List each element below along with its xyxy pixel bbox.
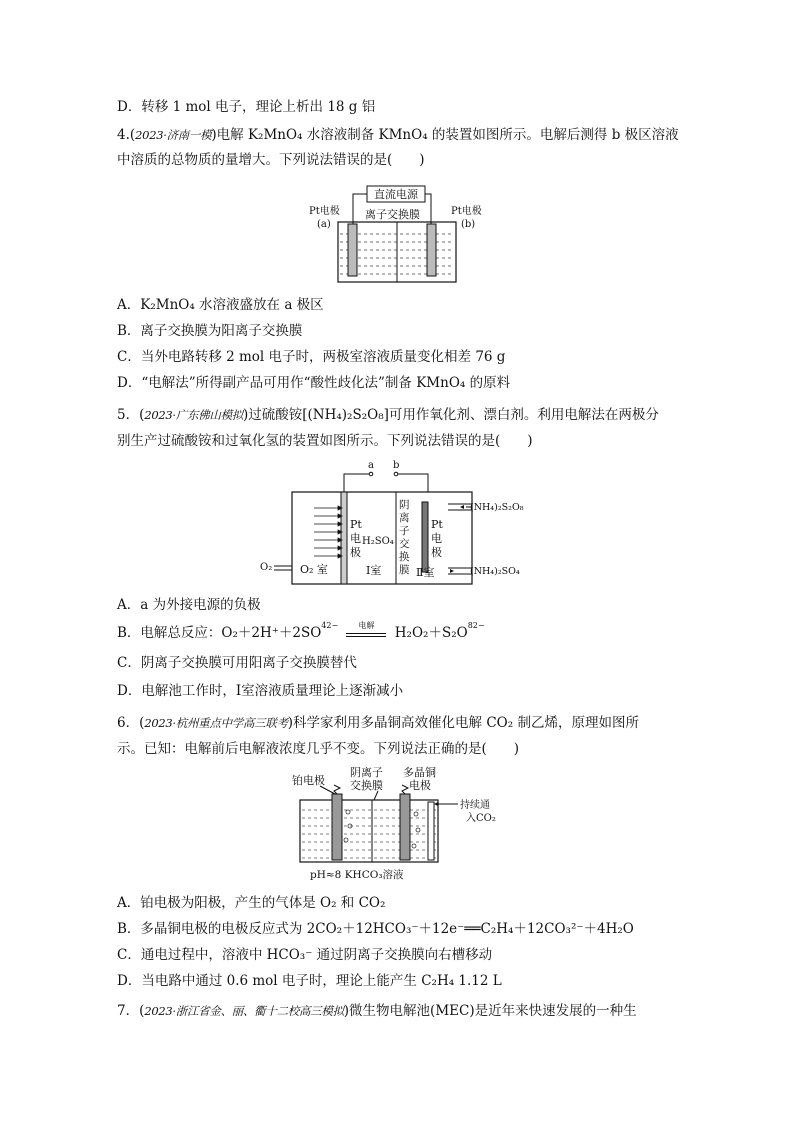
pt-left-1: Pt [350,518,362,531]
terminal-a-dot [369,472,373,476]
q6-stem-line2: 示。已知：电解前后电解液浓度几乎不变。下列说法正确的是( ) [117,741,520,757]
cu-label-2: 电极 [409,779,431,792]
q5-optb-right: H₂O₂＋S₂O [394,625,468,641]
q5-optb-condition-label: 电解 [358,621,375,630]
q6-stem-line1 [117,714,639,732]
co2-tube [428,802,434,860]
q5-optb-left: B．电解总反应：O₂＋2H⁺＋2SO [117,625,322,641]
q6-tank [300,800,438,862]
q6-option-d: D．当电路中通过 0.6 mol 电子时，理论上能产生 C₂H₄ 1.12 L [117,973,502,989]
q7-source: 2023·浙江省金、丽、衢十二校高三模拟 [144,1004,344,1018]
right-electrode-label: Pt电极 [451,206,482,217]
terminal-a: a [368,460,374,471]
q4-stem-line2: 中溶质的总物质的量增大。下列说法错误的是( ) [117,152,425,168]
membrane-pointer [374,791,378,800]
membrane-label-2: 交换膜 [350,779,383,792]
q3-option-d: D．转移 1 mol 电子，理论上析出 18 g 铝 [117,99,376,115]
membrane-char-3: 子 [399,525,410,537]
q4-figure [305,182,495,287]
membrane-char-1: 阴 [399,499,410,511]
membrane-label: 离子交换膜 [365,208,420,221]
outlet-arrow [460,505,464,509]
q6-solution [302,810,436,858]
q4-stem-line1 [117,126,679,144]
right-pt-electrode [422,502,428,572]
q4-stem-text1: )电解 K₂MnO₄ 水溶液制备 KMnO₄ 的装置如图所示。电解后测得 b 极区溶液 [211,127,679,143]
membrane-label-1: 阴离子 [350,766,383,779]
wire-a [344,474,369,492]
h2so4-label: H₂SO₄ [362,536,394,547]
co2-arrow [434,802,438,806]
inlet-arrow [450,569,454,573]
pt-right-2: 电 [431,532,442,545]
co2-label-2: 入CO₂ [466,813,496,824]
q4-option-b: B．离子交换膜为阳离子交换膜 [117,323,303,339]
left-electrode-label: Pt电极 [309,206,340,217]
room1-label: Ⅰ室 [366,564,382,577]
membrane-char-2: 离 [399,512,410,524]
right-wire [425,194,431,224]
left-electrode-tag: (a) [317,219,331,230]
pt-left-2: 电 [350,532,361,545]
outlet-label: (NH₄)₂S₂O₈ [470,502,524,513]
cu-label-1: 多晶铜 [403,766,436,779]
terminal-b: b [393,460,400,471]
pt-wire [334,785,340,794]
pt-electrode-label: 铂电极 [292,774,325,787]
q4-option-a: A．K₂MnO₄ 水溶液盛放在 a 极区 [117,297,324,313]
q4-number: 4.( [117,127,136,143]
right-electrode [427,224,436,276]
co2-label-1: 持续通 [460,800,490,811]
q4-source: 2023·济南一模 [135,128,212,142]
q5-figure [258,458,548,588]
q5-number: 5．( [117,407,145,423]
left-electrode [348,224,357,276]
right-electrode-tag: (b) [461,219,476,230]
inlet-label: (NH₄)₂SO₄ [470,566,520,577]
q5-option-a: A．a 为外接电源的负极 [117,597,261,613]
q6-option-b: B．多晶铜电极的电极反应式为 2CO₂＋12HCO₃⁻＋12e⁻══C₂H₄＋12CO₃²⁻＋4H₂O [117,921,634,937]
q6-option-c: C．通电过程中，溶液中 HCO₃⁻ 通过阴离子交换膜向右槽移动 [117,947,493,963]
q6-pt-electrode [332,794,342,860]
q4-option-c: C．当外电路转移 2 mol 电子时，两极室溶液质量变化相差 76 g [117,349,506,365]
q7-number: 7．( [117,1003,145,1019]
pt-pointer [320,786,335,794]
q6-stem-text1: )科学家利用多晶铜高效催化电解 CO₂ 制乙烯，原理如图所 [287,715,639,731]
right-pipes [448,504,472,574]
pt-right-3: 极 [431,546,442,559]
q6-figure [290,764,510,884]
membrane-char-4: 交 [399,538,410,550]
q6-bottom-label: pH≈8 KHCO₃溶液 [310,869,404,881]
terminal-b-dot [394,472,398,476]
wire-b [398,474,428,492]
q5-option-d: D．电解池工作时，Ⅰ室溶液质量理论上逐渐减小 [117,683,404,699]
q4-option-d: D．“电解法”所得副产品可用作“酸性歧化法”制备 KMnO₄ 的原料 [117,375,511,391]
cu-wire [402,785,408,794]
q5-optb-condition [346,621,386,637]
q5-stem-text1: )过硫酸铵[(NH₄)₂S₂O₈]可用作氧化剂、漂白剂。利用电解法在两极分 [242,407,659,423]
q6-cu-electrode [400,794,410,860]
q6-number: 6．( [117,715,145,731]
q5-stem-line2: 别生产过硫酸铵和过氧化氢的装置如图所示。下列说法错误的是( ) [117,433,533,449]
q5-option-c: C．阴离子交换膜可用阳离子交换膜替代 [117,655,357,671]
pt-left-3: 极 [350,546,361,559]
left-pt-electrode [341,492,347,584]
o2-arrows [314,506,342,558]
q6-option-a: A．铂电极为阳极，产生的气体是 O₂ 和 CO₂ [117,895,386,911]
q7-stem-text1: )微生物电解池(MEC)是近年来快速发展的一种生 [343,1003,637,1019]
power-label: 直流电源 [374,188,418,201]
o2-room-label: O₂ 室 [300,563,328,576]
q5-source: 2023·广东佛山模拟 [144,408,243,422]
membrane-char-5: 换 [399,551,410,563]
q6-source: 2023·杭州重点中学高三联考 [144,716,288,730]
q5-option-b: B．电解总反应：$O_2+2H^++2SO^{42-}$ 电解 $H_2O_2+S_2O^{82-}$ [117,624,485,642]
o2-label: O₂ [260,562,273,573]
q5-stem-line1 [117,406,659,424]
room2-label: Ⅱ室 [416,566,435,579]
membrane-char-6: 膜 [399,564,410,576]
q7-stem-line1 [117,1002,637,1020]
pt-right-1: Pt [431,518,443,531]
